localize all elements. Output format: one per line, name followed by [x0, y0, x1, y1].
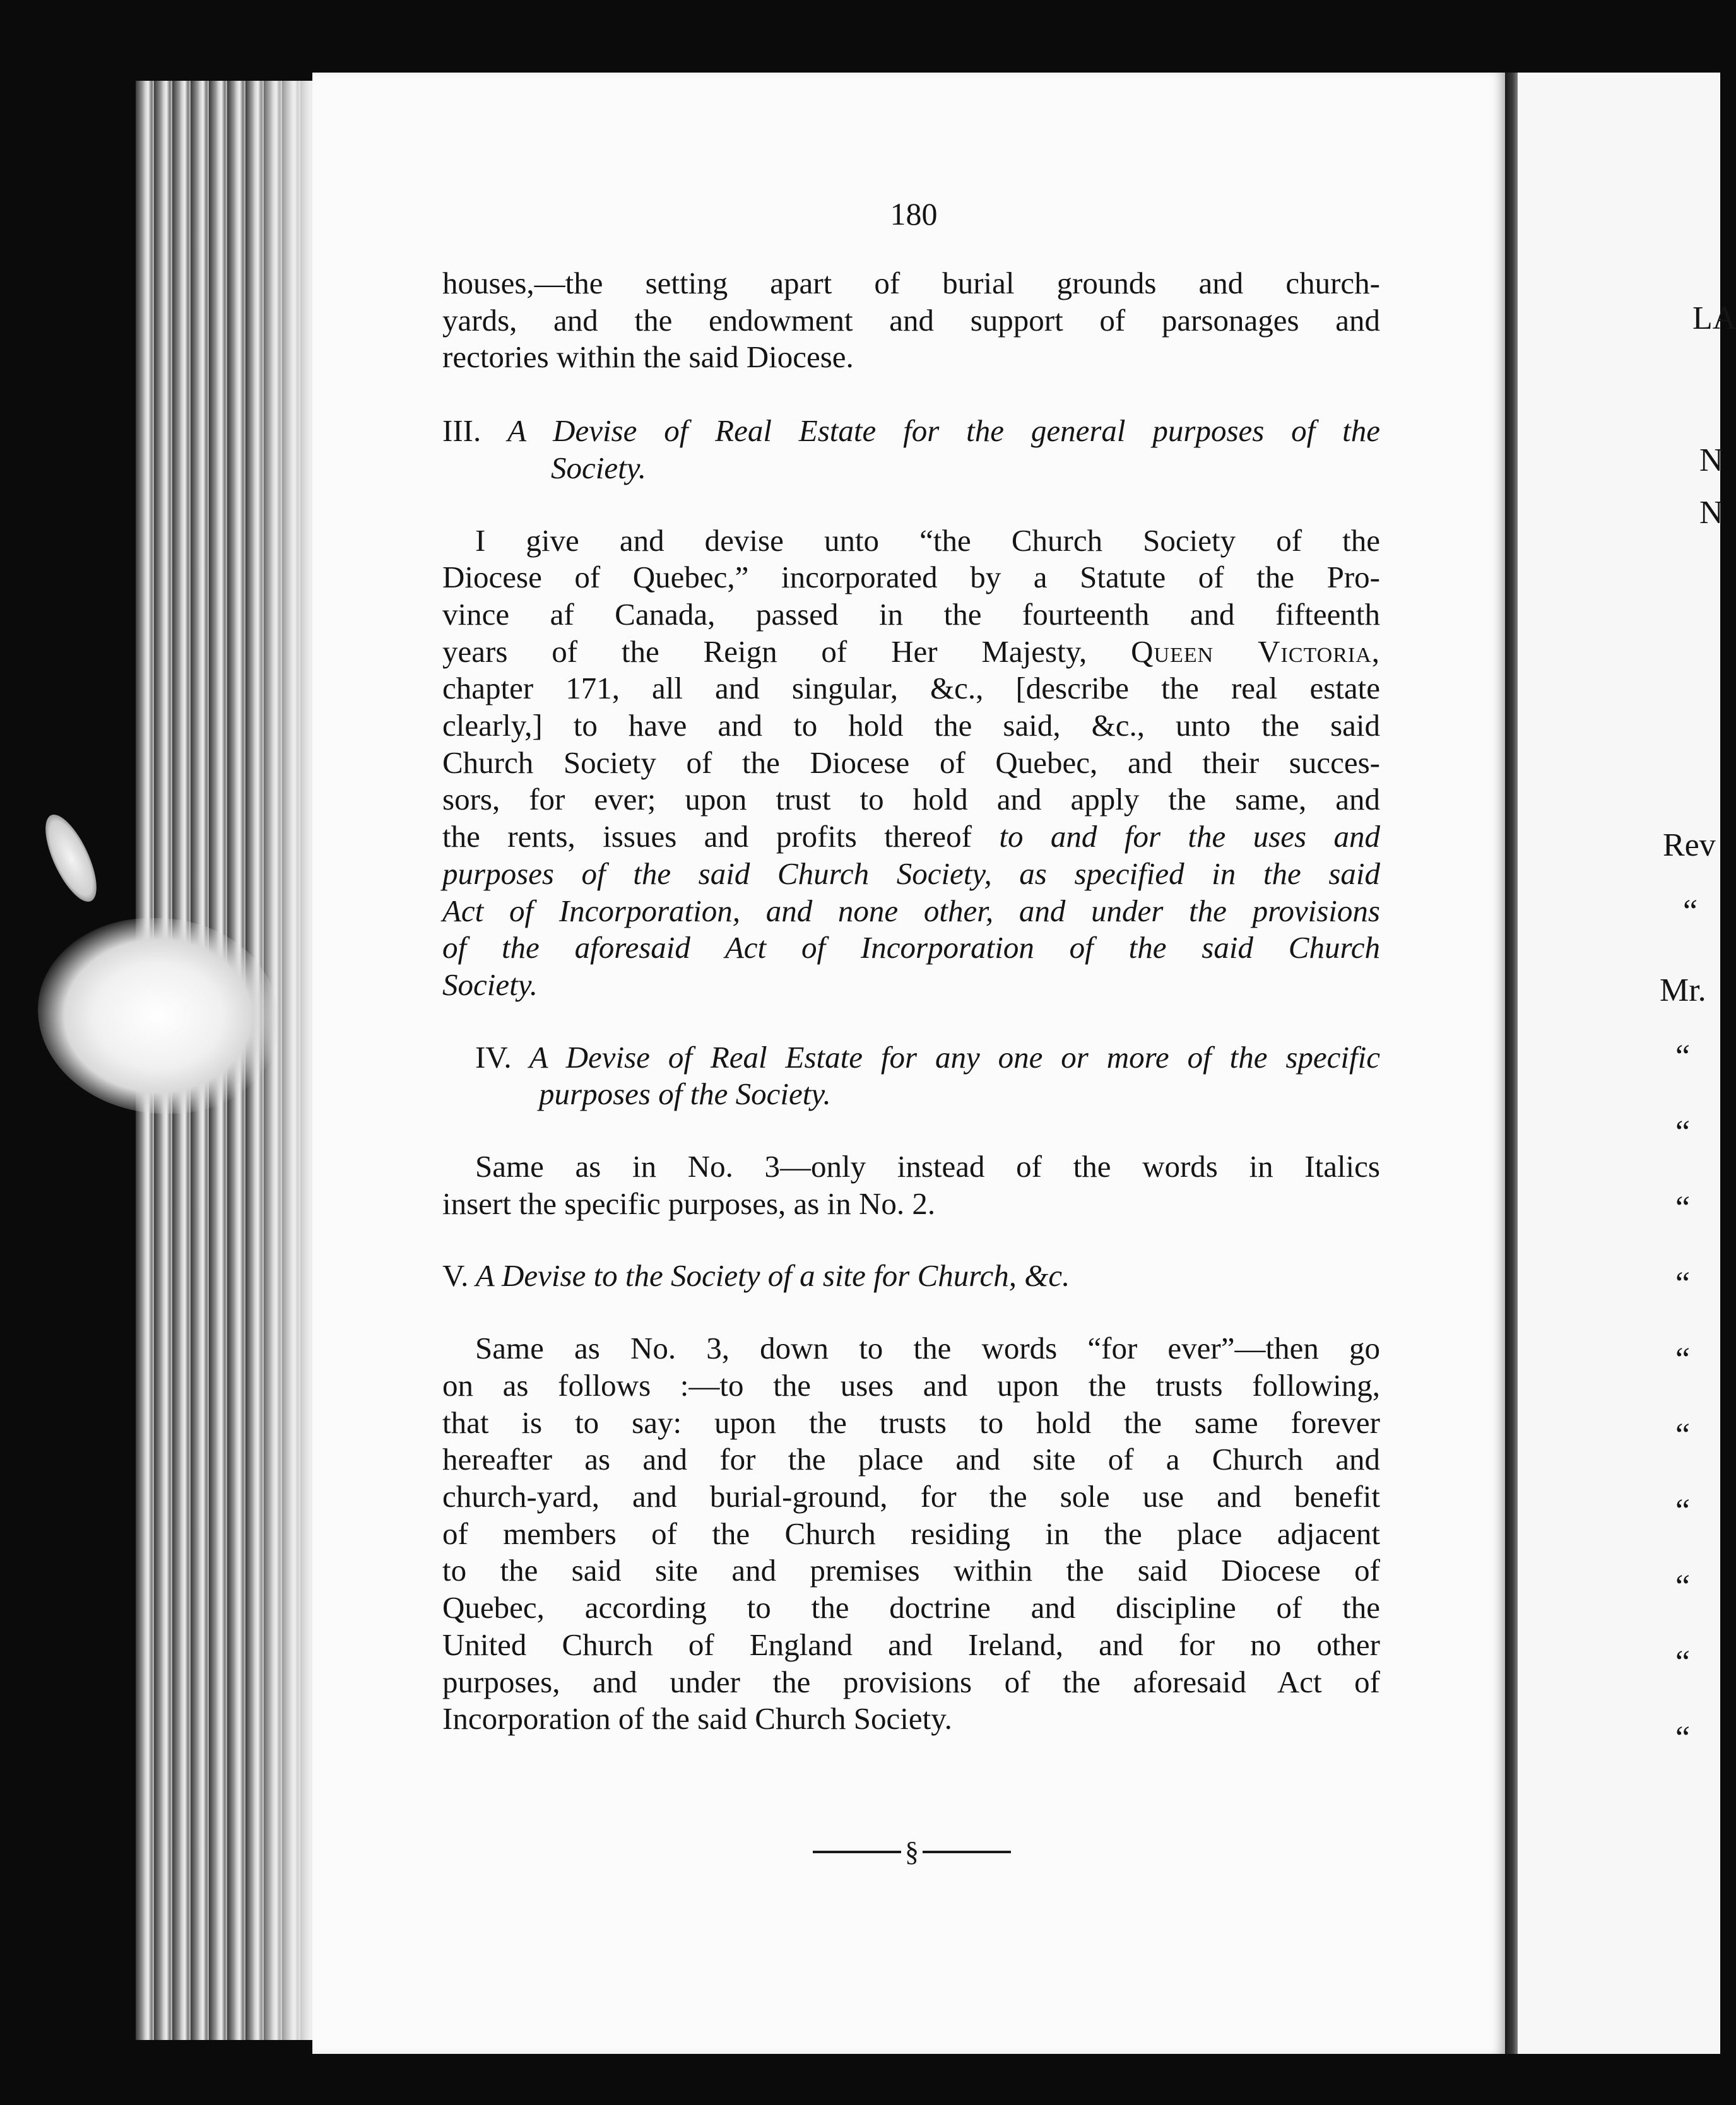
page-number: 180 — [890, 196, 938, 232]
text-line: yards, and the endowment and support of parsonages and — [442, 302, 1380, 338]
paragraph-devise-specific — [442, 1148, 1380, 1222]
section-number: III. — [442, 413, 481, 449]
text-line: I give and devise unto “the Church Society of the — [475, 522, 1380, 558]
text-line: Church Society of the Diocese of Quebec, and their succes- — [442, 745, 1380, 780]
text-line: Same as in No. 3—only instead of the words in Italics — [475, 1149, 1380, 1184]
facing-fragment: N — [1699, 495, 1723, 531]
text-line: houses,—the setting apart of burial grounds and church- — [442, 266, 1380, 300]
text-line: vince af Canada, passed in the fourteenth and fifteenth — [442, 596, 1380, 632]
facing-fragment: “ — [1675, 1644, 1691, 1680]
text-line: chapter 171, all and singular, &c., [describe the real estate — [442, 671, 1380, 706]
text-line: rectories within the said Diocese. — [442, 339, 854, 375]
ornament-rule-right — [923, 1851, 1011, 1853]
text-line: on as follows :—to the uses and upon the trusts following, — [442, 1367, 1380, 1403]
heading-line: purposes of the Society. — [539, 1076, 831, 1112]
section-mark: § — [905, 1836, 919, 1868]
text-line: Same as No. 3, down to the words “for ever”—then go — [475, 1331, 1380, 1366]
text-line: of members of the Church residing in the place adjacent — [442, 1516, 1380, 1551]
facing-fragment: “ — [1675, 1266, 1691, 1302]
facing-fragment: “ — [1675, 1114, 1691, 1150]
facing-fragment: “ — [1675, 1341, 1691, 1377]
queen-name: Queen Victoria, — [1131, 634, 1381, 669]
paper-damage-stain — [38, 918, 278, 1114]
text-line: of the aforesaid Act of Incorporation of the said Church — [442, 930, 1380, 965]
section-number: V. — [442, 1258, 469, 1294]
text-line: Act of Incorporation, and none other, and under the provisions — [442, 893, 1380, 928]
page-body — [442, 265, 1380, 1738]
text-line: to the said site and premises within the said Diocese of — [442, 1553, 1380, 1588]
facing-fragment: Mr. — [1660, 972, 1706, 1008]
text-line: clearly,] to have and to hold the said, &c., unto the said — [442, 708, 1380, 743]
heading-line: Society. — [551, 450, 647, 485]
italic-span: to and for the uses and — [999, 819, 1381, 854]
text-line: purposes, and under the provisions of the aforesaid Act of — [442, 1664, 1380, 1699]
heading-text: A Devise to the Society of a site for Church, &c. — [475, 1258, 1070, 1294]
text-line — [442, 634, 1380, 671]
facing-fragment: Rev — [1663, 827, 1716, 863]
text-line: Quebec, according to the doctrine and discipline of the — [442, 1590, 1380, 1625]
paper-stain — [35, 808, 107, 908]
paragraph-continuation — [442, 265, 1380, 376]
heading-line — [442, 1258, 1380, 1295]
text-line: sors, for ever; upon trust to hold and apply the same, and — [442, 782, 1380, 817]
facing-fragment: “ — [1675, 1417, 1691, 1453]
text-line: church-yard, and burial-ground, for the sole use and benefit — [442, 1478, 1380, 1514]
text-span: the rents, issues and profits thereof — [442, 819, 972, 854]
text-line — [442, 818, 1380, 856]
section-heading-v — [442, 1258, 1380, 1295]
book-page — [312, 73, 1505, 2054]
text-line: United Church of England and Ireland, and for no other — [442, 1627, 1380, 1662]
text-line: that is to say: upon the trusts to hold the same forever — [442, 1405, 1380, 1440]
text-line: hereafter as and for the place and site of a Church and — [442, 1442, 1380, 1477]
section-number: IV. — [475, 1039, 512, 1075]
text-line: Society. — [442, 967, 538, 1002]
facing-fragment: “ — [1675, 1720, 1691, 1756]
section-heading-iv — [442, 1039, 1380, 1113]
heading-line — [442, 413, 1380, 450]
facing-fragment: N — [1699, 442, 1723, 478]
facing-fragment: “ — [1675, 1039, 1691, 1075]
heading-line — [442, 1039, 1380, 1076]
heading-text: A Devise of Real Estate for the general purposes of the — [507, 413, 1380, 449]
heading-text: A Devise of Real Estate for any one or more of the specific — [529, 1039, 1380, 1075]
facing-fragment: “ — [1675, 1569, 1691, 1605]
facing-fragment: LA — [1692, 300, 1736, 336]
facing-fragment: “ — [1683, 893, 1698, 929]
text-line: Incorporation of the said Church Society. — [442, 1701, 952, 1736]
ornament-rule-left — [813, 1851, 901, 1853]
text-line: insert the specific purposes, as in No. 2. — [442, 1186, 936, 1221]
facing-fragment: “ — [1675, 1493, 1691, 1529]
paragraph-devise-general — [442, 522, 1380, 1004]
section-heading-iii — [442, 413, 1380, 486]
text-line: Diocese of Quebec,” incorporated by a Statute of the Pro- — [442, 560, 1380, 595]
section-ornament — [792, 1833, 1032, 1871]
facing-fragment: “ — [1675, 1190, 1691, 1226]
facing-page — [1518, 73, 1736, 2054]
text-span: years of the Reign of Her Majesty, — [442, 634, 1087, 669]
text-line: purposes of the said Church Society, as specified in the said — [442, 856, 1380, 891]
paragraph-devise-site — [442, 1330, 1380, 1738]
